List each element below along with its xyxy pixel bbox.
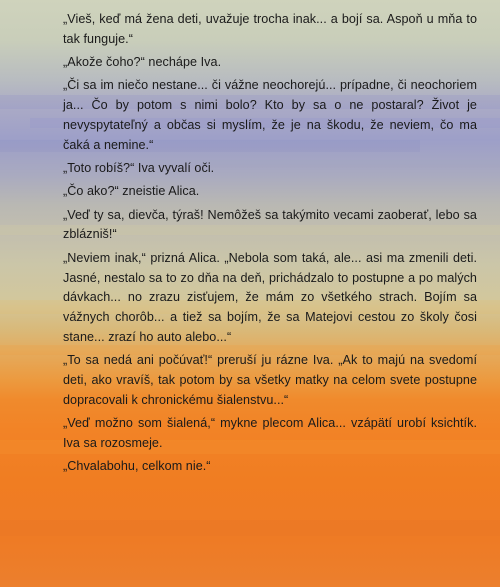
- paragraph: „Neviem inak,“ prizná Alica. „Nebola som taká, ale... asi ma zmenili deti. Jasné, nestalo sa to zo dňa na deň, prichádzalo to postupne a po malých dávkach... no zrazu zisťujem, že mám zo všetkého strach. Bojím sa vážnych chorôb... a tiež sa bojím, že sa Matejovi cestou zo školy čosi stane... zrazí ho auto alebo...“: [63, 250, 477, 344]
- paragraph: „To sa nedá ani počúvať!“ preruší ju rázne Iva. „Ak to majú na svedomí deti, ako vravíš, tak potom by sa všetky matky na celom svete postupne dopracovali k chronickému šialenstvu...“: [63, 353, 477, 407]
- paragraph: „Veď možno som šialená,“ mykne plecom Alica... vzápätí urobí ksichtík. Iva sa rozosmeje.: [63, 416, 477, 450]
- paragraph: „Chvalabohu, celkom nie.“: [63, 459, 211, 474]
- paragraph: „Akože čoho?“ nechápe Iva.: [63, 55, 222, 70]
- paragraph: „Veď ty sa, dievča, týraš! Nemôžeš sa takýmito vecami zaoberať, lebo sa zbláznіš!“: [63, 207, 477, 242]
- paragraph: „Vieš, keď má žena deti, uvažuje trocha inak... a bojí sa. Aspoň u mňa to tak funguje.“: [63, 12, 477, 46]
- paragraph: „Či sa im niečo nestane... či vážne neochorejú... prípadne, či neochoriem ja... Čo by potom s nimi bolo? Kto by sa o ne postaral? Život je nevyspytateľný a občas si myslím, že je na škodu, že neviem, čo ma čaká a nemine.“: [63, 78, 477, 152]
- story-text: [63, 10, 477, 481]
- paragraph: „Čo ako?“ zneistie Alica.: [63, 184, 200, 199]
- paragraph: „Toto robíš?“ Iva vyvalí oči.: [63, 161, 215, 176]
